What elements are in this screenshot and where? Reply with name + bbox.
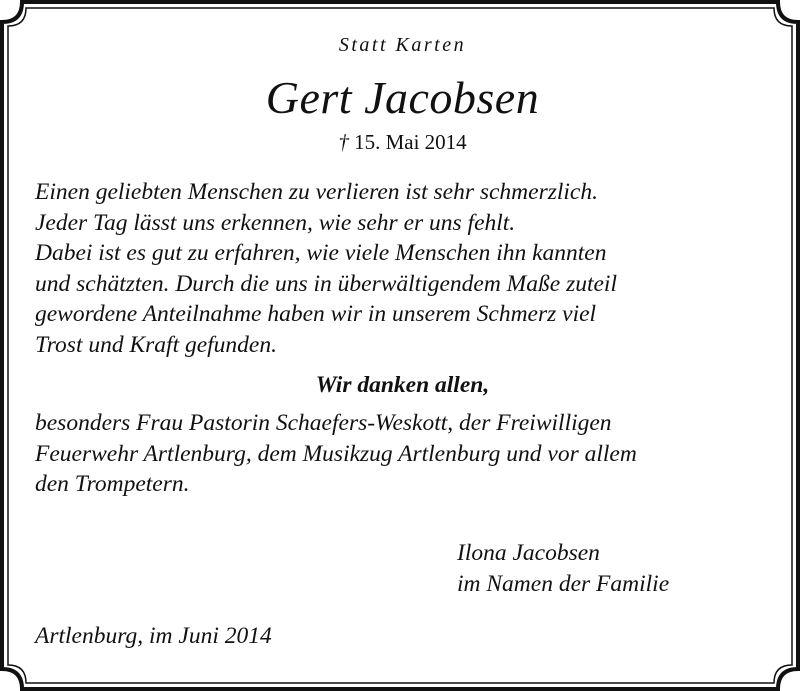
place-and-date: Artlenburg, im Juni 2014 (35, 623, 272, 649)
paragraph-line: gewordene Anteilnahme haben wir in unserem Schmerz viel (35, 301, 597, 327)
recipients-line: besonders Frau Pastorin Schaefers-Weskott, der Freiwilligen (35, 410, 612, 436)
deceased-name: Gert Jacobsen (265, 72, 540, 123)
recipients-line: Feuerwehr Artlenburg, dem Musikzug Artlenburg und vor allem (35, 440, 637, 467)
signature-block (457, 538, 669, 599)
signature-subline: im Namen der Familie (457, 570, 670, 597)
signature-name: Ilona Jacobsen (457, 540, 600, 566)
paragraph-line: Jeder Tag lässt uns erkennen, wie sehr er uns fehlt. (35, 209, 516, 236)
notice-header: Statt Karten (338, 34, 467, 56)
paragraph-line: Trost und Kraft gefunden. (35, 331, 277, 358)
notice-content (35, 30, 770, 649)
paragraph-line: Einen geliebten Menschen zu verlieren ist sehr schmerzlich. (35, 179, 598, 205)
death-date: 15. Mai 2014 (354, 130, 467, 154)
thanks-heading: Wir danken allen, (315, 372, 490, 398)
cross-icon: † (338, 130, 349, 154)
thanks-recipients (35, 408, 770, 500)
recipients-line: den Trompetern. (35, 471, 190, 497)
paragraph-line: und schätzten. Durch die uns in überwältigendem Maße zuteil (35, 270, 617, 297)
paragraph-line: Dabei ist es gut zu erfahren, wie viele Menschen ihn kannten (35, 240, 607, 266)
condolence-paragraph (35, 177, 770, 360)
death-date-line (35, 128, 770, 156)
